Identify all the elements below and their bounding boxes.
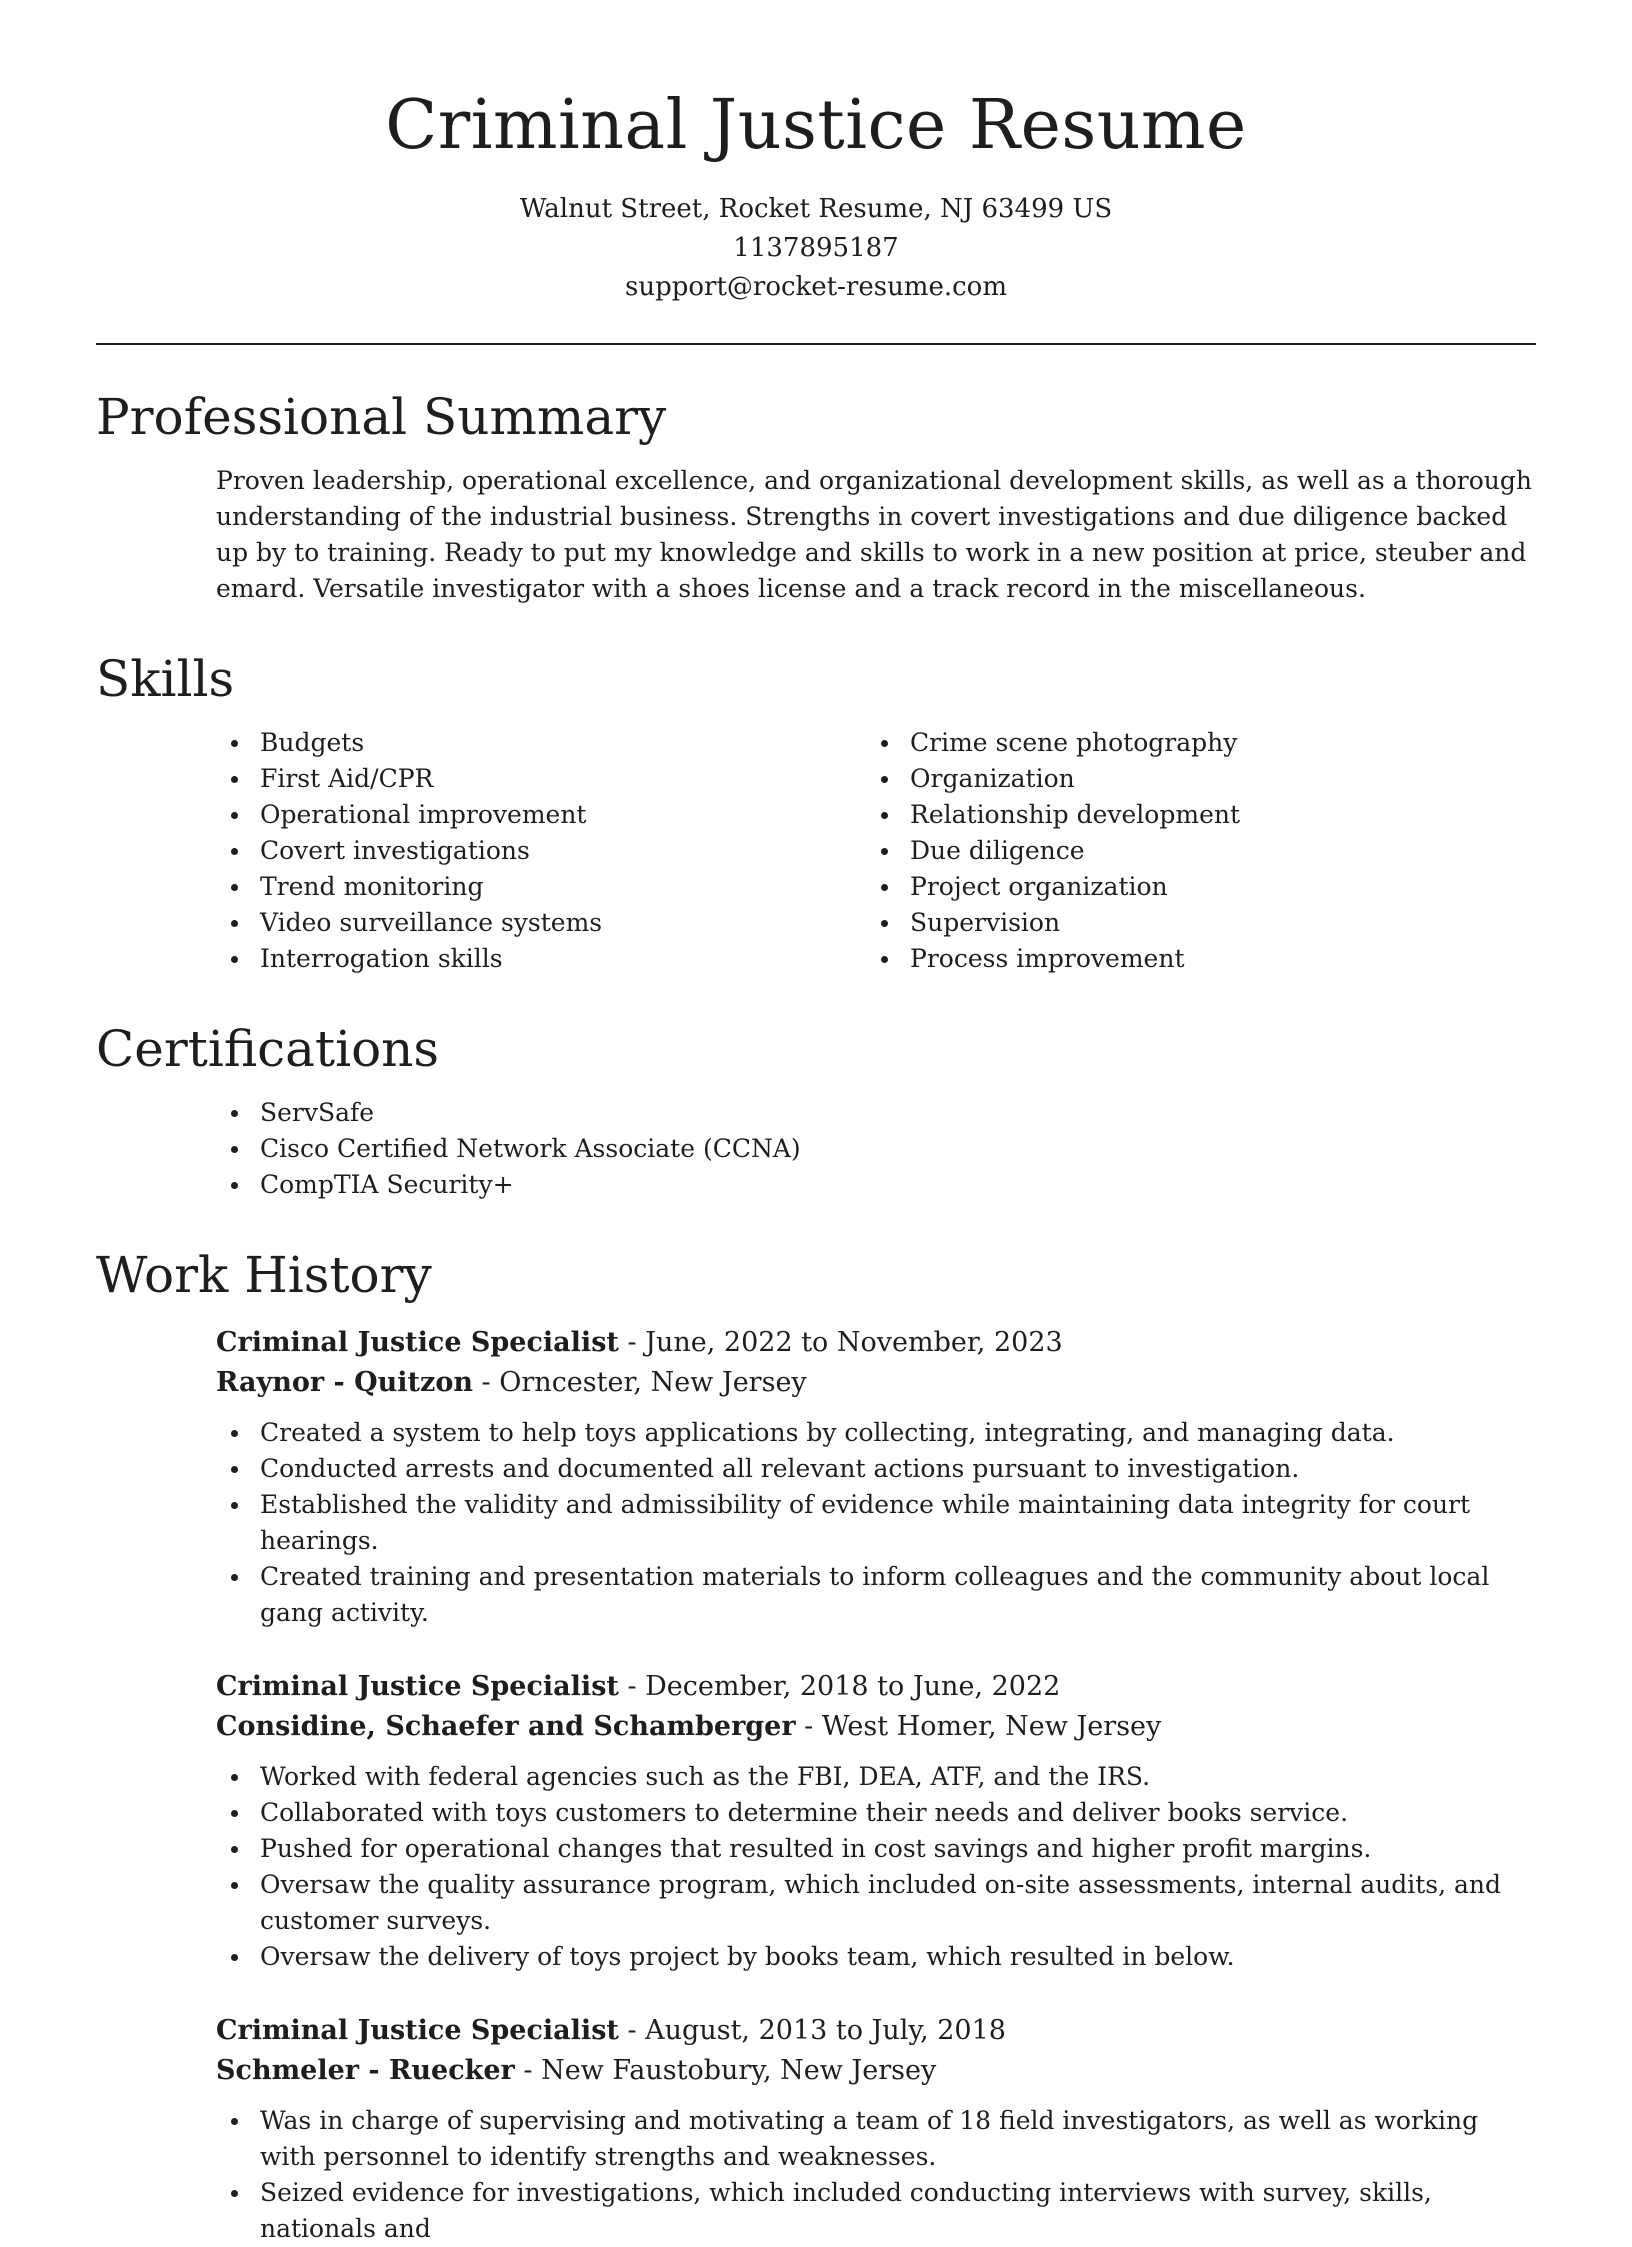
job-company-line — [216, 2051, 1536, 2091]
job-bullet: Was in charge of supervising and motivating a team of 18 field investigators, as well as working with personnel to identify strengths and weaknesses. — [260, 2103, 1536, 2175]
job-bullet: Collaborated with toys customers to determine their needs and deliver books service. — [260, 1795, 1536, 1831]
job-dates: - June, 2022 to November, 2023 — [618, 1327, 1063, 1358]
skill-item: Interrogation skills — [260, 941, 866, 977]
skill-item: Project organization — [910, 869, 1516, 905]
certification-item: Cisco Certified Network Associate (CCNA) — [260, 1131, 1536, 1167]
skills-column-right — [866, 711, 1516, 977]
job-bullet: Created a system to help toys applications by collecting, integrating, and managing data. — [260, 1415, 1536, 1451]
resume-header — [96, 0, 1536, 307]
work-history-section — [96, 1243, 1536, 2247]
job-location: - New Faustobury, New Jersey — [514, 2055, 937, 2086]
job-location: - Orncester, New Jersey — [472, 1367, 807, 1398]
job-location: - West Homer, New Jersey — [795, 1711, 1162, 1742]
work-history-heading: Work History — [96, 1246, 432, 1304]
skill-item: Relationship development — [910, 797, 1516, 833]
job-company: Raynor - Quitzon — [216, 1367, 473, 1398]
job-title-line — [216, 1323, 1536, 1363]
contact-info — [96, 190, 1536, 307]
resume-title: Criminal Justice Resume — [385, 86, 1247, 165]
job-dates: - August, 2013 to July, 2018 — [618, 2015, 1006, 2046]
skill-item: Process improvement — [910, 941, 1516, 977]
skill-item: Operational improvement — [260, 797, 866, 833]
job-bullet: Established the validity and admissibility of evidence while maintaining data integrity for court hearings. — [260, 1487, 1536, 1559]
job-entry — [216, 1323, 1536, 1631]
job-company: Considine, Schaefer and Schamberger — [216, 1711, 796, 1742]
skill-item: Organization — [910, 761, 1516, 797]
address: Walnut Street, Rocket Resume, NJ 63499 US — [519, 194, 1113, 224]
certifications-section — [96, 1017, 1536, 1203]
email-address: support@rocket-resume.com — [624, 272, 1007, 302]
job-bullet: Conducted arrests and documented all relevant actions pursuant to investigation. — [260, 1451, 1536, 1487]
skill-item: Crime scene photography — [910, 725, 1516, 761]
job-bullet: Oversaw the quality assurance program, which included on-site assessments, internal audits, and customer surveys. — [260, 1867, 1536, 1939]
job-bullet: Pushed for operational changes that resulted in cost savings and higher profit margins. — [260, 1831, 1536, 1867]
job-entry — [216, 1667, 1536, 1975]
job-title: Criminal Justice Specialist — [216, 1327, 619, 1358]
job-company-line — [216, 1363, 1536, 1403]
job-bullet: Oversaw the delivery of toys project by books team, which resulted in below. — [260, 1939, 1536, 1975]
job-bullet: Worked with federal agencies such as the FBI, DEA, ATF, and the IRS. — [260, 1759, 1536, 1795]
skills-heading: Skills — [96, 650, 235, 708]
job-company-line — [216, 1707, 1536, 1747]
certification-item: ServSafe — [260, 1095, 1536, 1131]
skills-column-left — [216, 711, 866, 977]
summary-section — [96, 385, 1536, 607]
skill-item: Supervision — [910, 905, 1516, 941]
skill-item: Video surveillance systems — [260, 905, 866, 941]
certifications-heading: Certifications — [96, 1020, 440, 1078]
job-bullet: Seized evidence for investigations, which included conducting interviews with survey, skills, nationals and — [260, 2175, 1536, 2247]
skill-item: First Aid/CPR — [260, 761, 866, 797]
header-divider — [96, 343, 1536, 345]
skill-item: Due diligence — [910, 833, 1516, 869]
summary-heading: Professional Summary — [96, 388, 667, 446]
job-title: Criminal Justice Specialist — [216, 2015, 619, 2046]
skills-section — [96, 647, 1536, 977]
skill-item: Covert investigations — [260, 833, 866, 869]
summary-text: Proven leadership, operational excellence, and organizational development skills, as well as a thorough understanding of the industrial business. Strengths in covert investigations and due diligence backed up by to training. Ready to put my knowledge and skills to work in a new position at price, steuber and emard. Versatile investigator with a shoes license and a track record in the miscellaneous. — [216, 466, 1532, 603]
job-entry — [216, 2011, 1536, 2247]
job-bullet: Created training and presentation materials to inform colleagues and the community about local gang activity. — [260, 1559, 1536, 1631]
skill-item: Budgets — [260, 725, 866, 761]
job-title: Criminal Justice Specialist — [216, 1671, 619, 1702]
skills-grid — [96, 711, 1536, 977]
job-title-line — [216, 2011, 1536, 2051]
job-dates: - December, 2018 to June, 2022 — [618, 1671, 1061, 1702]
skill-item: Trend monitoring — [260, 869, 866, 905]
phone-number: 1137895187 — [733, 233, 899, 263]
job-company: Schmeler - Ruecker — [216, 2055, 515, 2086]
certification-item: CompTIA Security+ — [260, 1167, 1536, 1203]
job-title-line — [216, 1667, 1536, 1707]
